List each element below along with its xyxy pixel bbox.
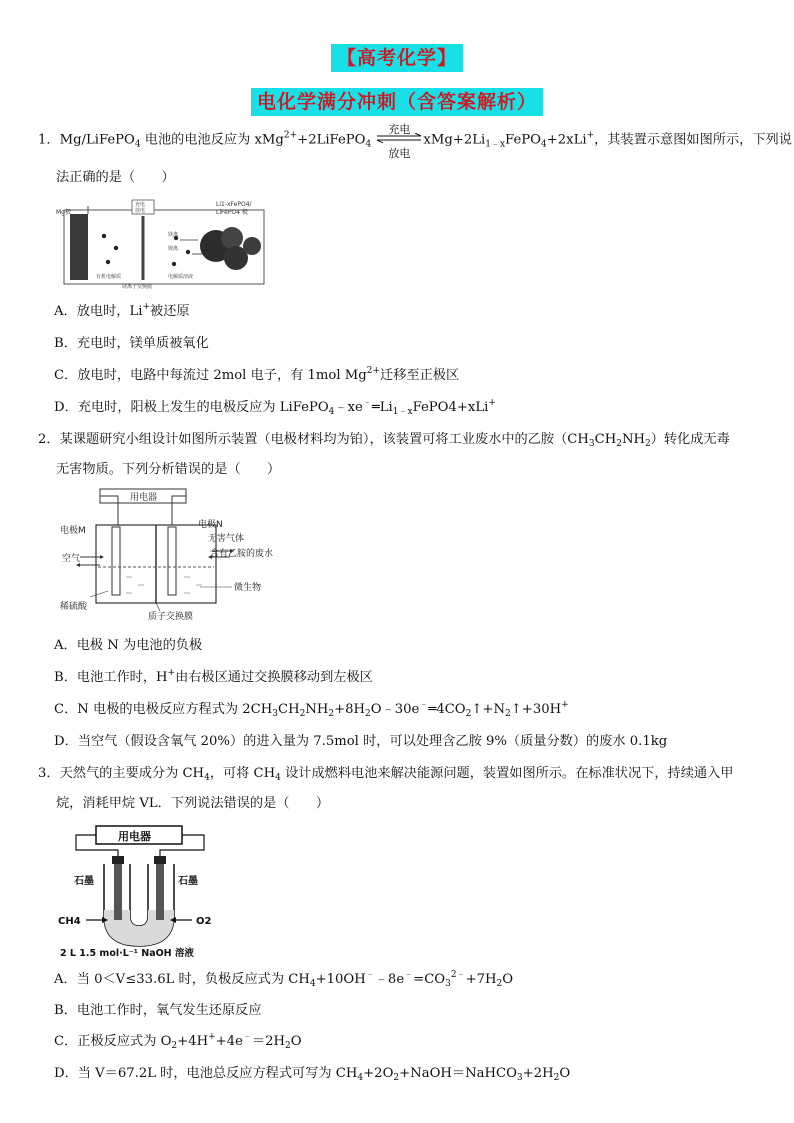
option-text: =CO bbox=[413, 972, 446, 987]
option-text: B．电池工作时，氧气发生还原反应 bbox=[54, 1003, 262, 1018]
option-text: ﹣8e bbox=[374, 972, 405, 987]
q2-text: NH bbox=[621, 432, 645, 447]
subscript: 2 bbox=[393, 1073, 400, 1083]
option-text: B．电池工作时，H bbox=[54, 670, 168, 685]
q2-cell-figure bbox=[60, 485, 300, 620]
subscript: 3 bbox=[272, 709, 278, 719]
subscript: 4 bbox=[134, 139, 141, 150]
fig-label: 有机电解质 bbox=[96, 274, 122, 280]
option-text: +2O bbox=[363, 1066, 394, 1081]
option-text: C．放电时，电路中每流过 2mol 电子，有 1mol Mg bbox=[54, 368, 367, 383]
option-text: A．当 0＜V≤33.6L 时，负极反应式为 CH bbox=[54, 972, 310, 987]
option-text: B．充电时，镁单质被氧化 bbox=[54, 336, 209, 351]
option-text: O bbox=[502, 972, 514, 987]
q2-option-c[interactable] bbox=[54, 700, 569, 720]
option-text: A．电极 N 为电池的负极 bbox=[54, 638, 203, 653]
option-text: D．当 V＝67.2L 时，电池总反应方程式可写为 CH bbox=[54, 1066, 358, 1081]
fig-label: 石墨 bbox=[74, 876, 94, 887]
fig-label: 石墨 bbox=[178, 876, 198, 887]
q2-text: 某课题研究小组设计如图所示装置（电极材料均为铂），该装置可将工业废水中的乙胺（CH bbox=[59, 432, 589, 447]
q3-fuel-cell-figure bbox=[56, 820, 226, 960]
option-text: ═Li bbox=[371, 400, 393, 415]
fig-label: 无害气体 bbox=[208, 534, 245, 544]
option-text: +10OH bbox=[315, 972, 366, 987]
subscript: 1﹣x bbox=[392, 407, 413, 417]
option-text: +4H bbox=[177, 1034, 209, 1049]
superscript: 2+ bbox=[283, 130, 298, 141]
superscript: ﹣ bbox=[242, 1032, 252, 1042]
q3-stem-line1 bbox=[38, 764, 764, 784]
subscript: 3 bbox=[516, 1073, 523, 1083]
subscript: 2 bbox=[645, 439, 651, 449]
subscript: 2 bbox=[284, 1041, 291, 1051]
q1-text: +2LiFePO bbox=[297, 132, 366, 148]
subscript: 2 bbox=[365, 709, 371, 719]
option-text: NH bbox=[305, 702, 329, 717]
q3-stem-line2: 烷，消耗甲烷 VL．下列说法错误的是（ ） bbox=[56, 796, 330, 811]
q1-text: +2xLi bbox=[546, 132, 587, 148]
option-text: ↑+30H bbox=[510, 702, 562, 717]
option-text: +NaOH＝NaHCO bbox=[399, 1066, 517, 1081]
fig-label: 质子交换膜 bbox=[148, 612, 194, 620]
reversible-arrow bbox=[375, 123, 423, 160]
subscript: 4 bbox=[357, 1073, 364, 1083]
subscript: 2 bbox=[505, 709, 511, 719]
page-title: 【高考化学】 bbox=[331, 44, 463, 72]
q3-option-a[interactable] bbox=[54, 970, 513, 990]
fig-label: 微生物 bbox=[234, 583, 262, 593]
q1-text: Mg/LiFePO bbox=[59, 132, 135, 148]
fig-label: 稀硫酸 bbox=[60, 602, 88, 612]
q1-stem-line2: 法正确的是（ ） bbox=[56, 170, 175, 185]
option-text: C．N 电极的电极反应方程式为 2CH bbox=[54, 702, 273, 717]
subscript: 4 bbox=[204, 773, 210, 783]
fig-label: 电解质溶液 bbox=[168, 274, 194, 280]
fig-label: LiFePO4 极 bbox=[216, 209, 248, 216]
q3-text: 天然气的主要成分为 CH bbox=[59, 766, 205, 781]
question-number: 2． bbox=[38, 432, 60, 447]
q2-text: CH bbox=[594, 432, 617, 447]
q3-option-b[interactable] bbox=[54, 1001, 262, 1021]
superscript: 2﹣ bbox=[450, 970, 466, 980]
q2-stem-line1 bbox=[38, 430, 764, 450]
fig-label: Li1-xFePO4/ bbox=[216, 201, 252, 208]
option-text: ﹣xe bbox=[334, 400, 363, 415]
option-text: FePO4+xLi bbox=[412, 400, 489, 415]
fig-label: O2 bbox=[196, 916, 212, 927]
q1-text: xMg+2Li bbox=[423, 132, 486, 148]
superscript: + bbox=[561, 700, 569, 710]
q3-option-d[interactable] bbox=[54, 1064, 570, 1084]
fig-label: CH4 bbox=[58, 916, 81, 927]
fig-label: 镁离子交换膜 bbox=[122, 284, 153, 290]
fig-label: 用电器 bbox=[130, 493, 158, 503]
q1-text: FePO bbox=[505, 132, 541, 148]
subscript: 2 bbox=[553, 1073, 560, 1083]
q1-option-b[interactable] bbox=[54, 334, 209, 354]
superscript: + bbox=[586, 130, 595, 141]
title-row bbox=[0, 44, 794, 72]
superscript: + bbox=[488, 398, 496, 408]
fig-label: 电极N bbox=[198, 520, 223, 530]
option-text: ═4CO bbox=[428, 702, 466, 717]
subscript: 2 bbox=[465, 709, 472, 719]
fig-label: Mg极 bbox=[56, 209, 71, 216]
subscript: 3 bbox=[445, 979, 451, 989]
option-text: ↑+N bbox=[471, 702, 505, 717]
subscript: 4 bbox=[540, 139, 547, 150]
superscript: + bbox=[142, 302, 150, 312]
option-text: 由右极区通过交换膜移动到左极区 bbox=[175, 670, 373, 685]
fig-label: 用电器 bbox=[118, 830, 151, 843]
option-text: ＝2H bbox=[251, 1034, 285, 1049]
option-text: D．当空气（假设含氧气 20%）的进入量为 7.5mol 时，可以处理含乙胺 9%（质量分数）的废水 0.1kg bbox=[54, 734, 668, 749]
question-number: 1． bbox=[38, 132, 60, 148]
arrow-label-discharge: 放电 bbox=[388, 147, 411, 160]
option-text: +4e bbox=[215, 1034, 243, 1049]
fig-label: 2 L 1.5 mol·L⁻¹ NaOH 溶液 bbox=[60, 948, 194, 959]
q1-battery-figure bbox=[56, 196, 281, 291]
fig-label: 镁离 bbox=[168, 232, 179, 238]
superscript: ﹣ bbox=[362, 398, 372, 408]
fig-label: 空气 bbox=[62, 554, 81, 564]
option-text: A．放电时，Li bbox=[54, 304, 143, 319]
superscript: + bbox=[167, 668, 176, 678]
q2-text: ）转化成无毒 bbox=[650, 432, 730, 447]
option-text: O bbox=[290, 1034, 302, 1049]
q3-text: ，可将 CH bbox=[209, 766, 276, 781]
subscript: 3 bbox=[588, 439, 595, 449]
option-text: D．充电时，阳极上发生的电极反应为 LiFePO bbox=[54, 400, 329, 415]
fig-label: 锂离 bbox=[168, 246, 179, 252]
q2-option-d[interactable] bbox=[54, 732, 667, 752]
option-text: C．正极反应式为 O bbox=[54, 1034, 172, 1049]
question-number: 3． bbox=[38, 766, 60, 781]
equilibrium-arrow-icon bbox=[375, 133, 423, 143]
option-text: 迁移至正极区 bbox=[380, 368, 460, 383]
subtitle-row bbox=[0, 88, 794, 116]
option-text: +7H bbox=[465, 972, 497, 987]
q1-option-a[interactable] bbox=[54, 302, 190, 322]
q2-option-b[interactable] bbox=[54, 668, 373, 688]
subscript: 2 bbox=[616, 439, 622, 449]
q2-stem-line2: 无害物质。下列分析错误的是（ ） bbox=[56, 462, 281, 477]
superscript: ﹣ bbox=[404, 970, 414, 980]
subscript: 2 bbox=[328, 709, 335, 719]
option-text: O bbox=[559, 1066, 571, 1081]
option-text: CH bbox=[277, 702, 300, 717]
superscript: ﹣ bbox=[365, 970, 375, 980]
fig-label: 含有乙胺的废水 bbox=[210, 549, 274, 559]
q1-option-d[interactable] bbox=[54, 398, 496, 418]
option-text: +8H bbox=[334, 702, 366, 717]
option-text: 被还原 bbox=[149, 304, 190, 319]
subscript: 2 bbox=[171, 1041, 178, 1051]
arrow-label-charge: 充电 bbox=[388, 123, 411, 136]
subscript: 4 bbox=[275, 773, 281, 783]
subscript: 1﹣x bbox=[485, 139, 506, 150]
q3-option-c[interactable] bbox=[54, 1032, 302, 1052]
page-subtitle: 电化学满分冲刺（含答案解析） bbox=[251, 88, 543, 116]
subscript: 2 bbox=[299, 709, 306, 719]
q2-option-a[interactable] bbox=[54, 636, 202, 656]
q1-text: ，其装置示意图如图所示，下列说 bbox=[594, 132, 792, 148]
fig-label: 电极M bbox=[60, 526, 86, 536]
fig-label: 放电 bbox=[135, 208, 146, 214]
superscript: + bbox=[208, 1032, 216, 1042]
superscript: ﹣ bbox=[419, 700, 429, 710]
q1-stem-line1 bbox=[38, 123, 792, 160]
subscript: 2 bbox=[496, 979, 503, 989]
q1-option-c[interactable] bbox=[54, 366, 459, 386]
fig-label: 充电 bbox=[135, 202, 146, 208]
q1-text: 电池的电池反应为 xMg bbox=[140, 132, 284, 148]
superscript: 2+ bbox=[366, 366, 381, 376]
option-text: O﹣30e bbox=[370, 702, 420, 717]
subscript: 4 bbox=[328, 407, 335, 417]
q3-text: 设计成燃料电池来解决能源问题，装置如图所示。在标准状况下，持续通入甲 bbox=[280, 766, 734, 781]
option-text: +2H bbox=[522, 1066, 554, 1081]
subscript: 4 bbox=[309, 979, 316, 989]
subscript: 4 bbox=[365, 139, 372, 150]
